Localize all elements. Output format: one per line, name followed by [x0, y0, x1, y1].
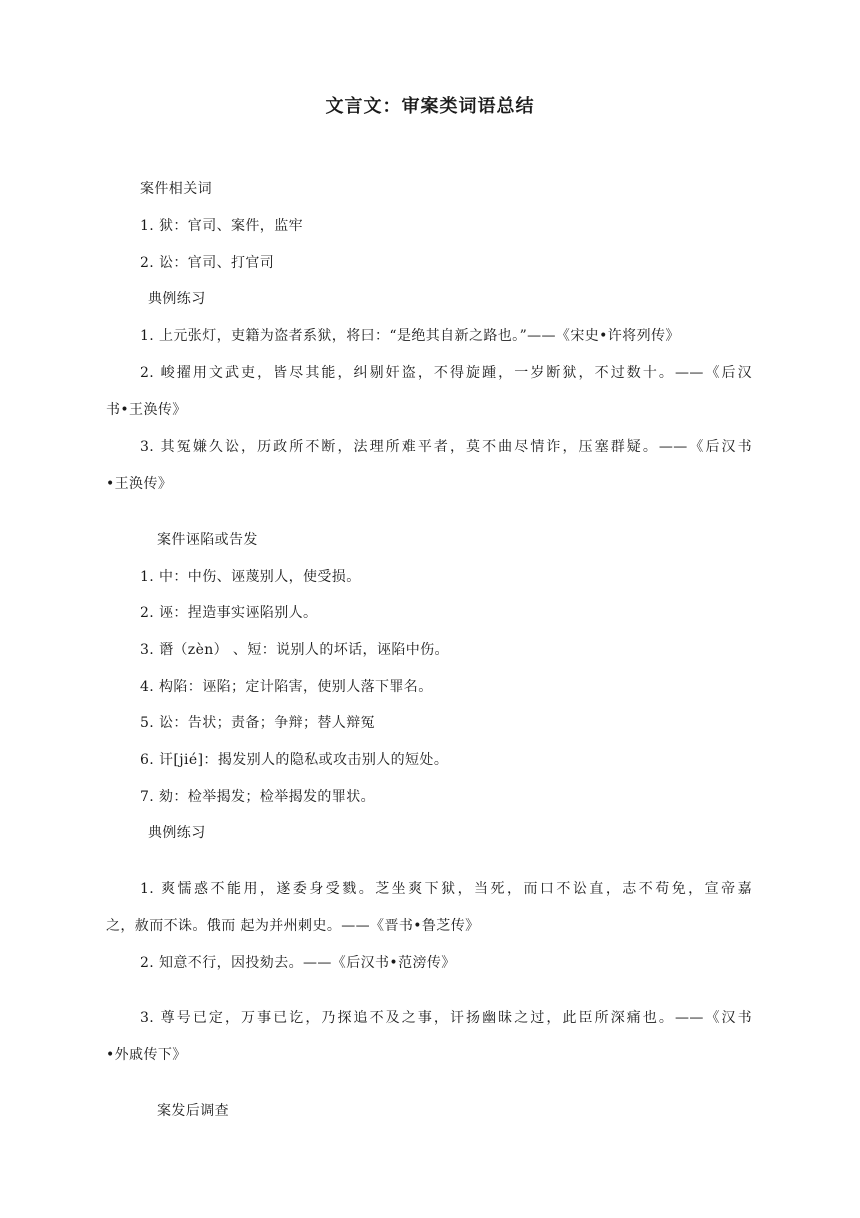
example-sentence-continuation: 之，赦而不诛。俄而 起为并州刺史。——《晋书•鲁芝传》 [106, 918, 480, 934]
list-item: 1. 狱：官司、案件，监牢 [140, 218, 304, 234]
list-item: 6. 讦[jié]：揭发别人的隐私或攻击别人的短处。 [140, 752, 449, 768]
page-title: 文言文：审案类词语总结 [325, 96, 535, 117]
example-sentence-continuation: •王涣传》 [106, 476, 173, 492]
example-heading: 典例练习 [148, 825, 206, 841]
list-item: 4. 构陷：诬陷；定计陷害，使别人落下罪名。 [140, 679, 433, 695]
list-item: 3. 谮（zèn） 、短：说别人的坏话，诬陷中伤。 [140, 642, 449, 658]
list-item: 1. 中：中伤、诬蔑别人，使受损。 [140, 569, 361, 585]
example-heading: 典例练习 [148, 291, 206, 307]
example-sentence: 2. 知意不行，因投劾去。——《后汉书•范滂传》 [140, 955, 456, 971]
section-heading-accusation: 案件诬陷或告发 [157, 532, 258, 548]
example-sentence: 3. 其冤嫌久讼，历政所不断，法理所难平者，莫不曲尽情诈，压塞群疑。——《后汉书 [140, 439, 752, 455]
list-item: 2. 讼：官司、打官司 [140, 255, 275, 271]
list-item: 5. 讼：告状；责备；争辩；替人辩冤 [140, 715, 376, 731]
section-heading-case-terms: 案件相关词 [140, 181, 212, 197]
example-sentence: 2. 峻擢用文武吏，皆尽其能，纠剔奸盗，不得旋踵，一岁断狱，不过数十。——《后汉 [140, 365, 752, 381]
list-item: 2. 诬：捏造事实诬陷别人。 [140, 605, 318, 621]
list-item: 7. 劾：检举揭发；检举揭发的罪状。 [140, 789, 376, 805]
example-sentence: 3. 尊号已定，万事已讫，乃探追不及之事，讦扬幽昧之过，此臣所深痛也。——《汉书 [140, 1010, 752, 1026]
example-sentence-continuation: 书•王涣传》 [106, 402, 187, 418]
example-sentence-continuation: •外戚传下》 [106, 1047, 187, 1063]
section-heading-investigation: 案发后调查 [157, 1103, 229, 1119]
example-sentence: 1. 上元张灯，吏籍为盗者系狱，将曰：“是绝其自新之路也。”——《宋史•许将列传》 [140, 328, 680, 344]
example-sentence: 1. 爽懦惑不能用，遂委身受戮。芝坐爽下狱，当死，而口不讼直，志不苟免，宣帝嘉 [140, 881, 752, 897]
